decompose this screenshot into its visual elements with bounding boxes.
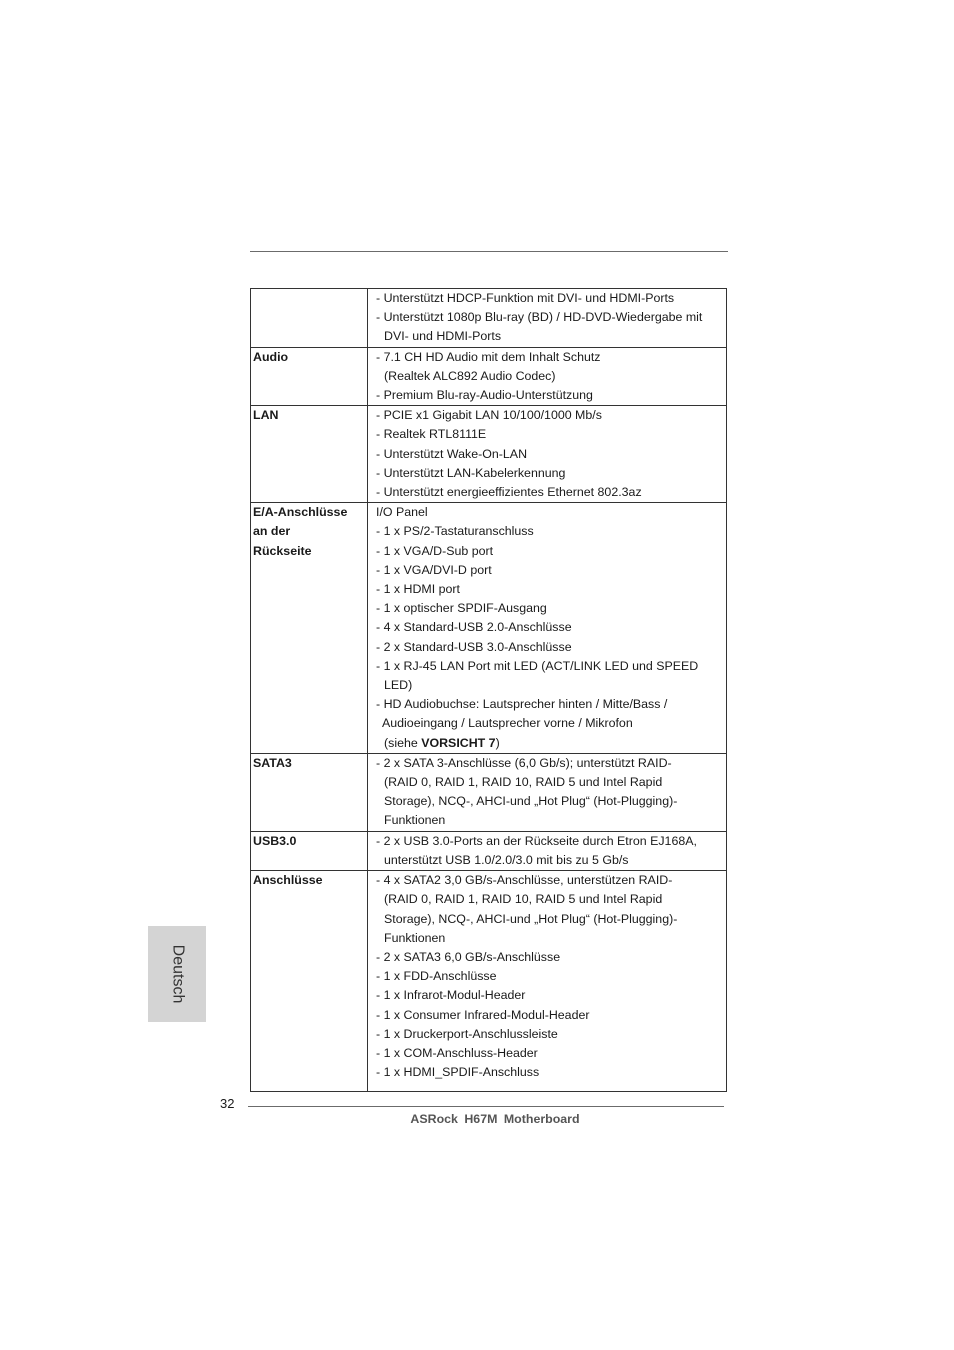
- spec-line: - 1 x VGA/D-Sub port: [376, 543, 494, 558]
- spec-label-cell: [251, 289, 368, 348]
- spec-line: - 1 x Consumer Infrared-Modul-Header: [376, 1007, 590, 1022]
- spec-label-cell: [251, 406, 368, 503]
- spec-label-cell: [251, 347, 368, 406]
- spec-label: Audio: [253, 349, 289, 364]
- spec-label-cell: [251, 753, 368, 831]
- spec-line: - 2 x SATA3 6,0 GB/s-Anschlüsse: [376, 949, 561, 964]
- spec-line: - 1 x COM-Anschluss-Header: [376, 1045, 538, 1060]
- spec-content-cell: [368, 503, 727, 754]
- spec-line: - Realtek RTL8111E: [376, 427, 487, 442]
- header-rule: [250, 251, 728, 252]
- spec-line: - Premium Blu-ray-Audio-Unterstützung: [376, 388, 593, 403]
- spec-line: - PCIE x1 Gigabit LAN 10/100/1000 Mb/s: [376, 408, 602, 423]
- spec-label-cell: [251, 871, 368, 1092]
- page-number: 32: [220, 1096, 235, 1111]
- spec-line: - 1 x FDD-Anschlüsse: [376, 969, 497, 984]
- spec-row-lan: [251, 406, 727, 503]
- spec-line: - Unterstützt 1080p Blu-ray (BD) / HD-DVD-Wiedergabe mit: [376, 310, 703, 325]
- spec-line: - HD Audiobuchse: Lautsprecher hinten / Mitte/Bass /: [376, 697, 668, 712]
- spec-line: - 4 x SATA2 3,0 GB/s-Anschlüsse, unterstützen RAID-: [376, 873, 673, 888]
- caution-reference: VORSICHT 7: [421, 735, 496, 750]
- spec-line: - Unterstützt Wake-On-LAN: [376, 446, 528, 461]
- spec-row-audio: [251, 347, 727, 406]
- spec-line: Funktionen: [384, 813, 446, 828]
- spec-row-continued: [251, 289, 727, 348]
- spec-label-cell: [251, 831, 368, 870]
- spec-line: DVI- und HDMI-Ports: [384, 329, 502, 344]
- spec-content-cell: [368, 831, 727, 870]
- spec-table: [250, 288, 727, 1092]
- spec-line: Funktionen: [384, 930, 446, 945]
- spec-content-cell: [368, 753, 727, 831]
- spec-line: - 1 x optischer SPDIF-Ausgang: [376, 601, 547, 616]
- note-prefix: (siehe: [384, 735, 422, 750]
- language-tab-label: Deutsch: [169, 944, 187, 1004]
- spec-row-connectors: [251, 871, 727, 1092]
- spec-line: - Unterstützt HDCP-Funktion mit DVI- und HDMI-Ports: [376, 291, 675, 305]
- spec-line: (Realtek ALC892 Audio Codec): [384, 368, 556, 383]
- spec-line: - 1 x PS/2-Tastaturanschluss: [376, 524, 534, 539]
- spec-line: - Unterstützt energieeffizientes Ethernet 802.3az: [376, 485, 642, 500]
- footer-rule: [248, 1106, 724, 1107]
- spec-label: SATA3: [253, 755, 292, 770]
- spec-content-cell: [368, 289, 727, 348]
- spec-label: LAN: [253, 408, 279, 423]
- spec-line: - 1 x HDMI port: [376, 582, 460, 597]
- spec-row-io-ports: [251, 503, 727, 754]
- spec-line: - 2 x Standard-USB 3.0-Anschlüsse: [376, 639, 572, 654]
- spec-line: - 4 x Standard-USB 2.0-Anschlüsse: [376, 620, 572, 635]
- spec-line: Audioeingang / Lautsprecher vorne / Mikrofon: [382, 716, 633, 731]
- spec-line: Storage), NCQ-, AHCI-und „Hot Plug“ (Hot-Plugging)-: [384, 794, 678, 809]
- spec-row-sata3: [251, 753, 727, 831]
- spec-line: (RAID 0, RAID 1, RAID 10, RAID 5 und Intel Rapid: [384, 775, 663, 790]
- spec-line: - 7.1 CH HD Audio mit dem Inhalt Schutz: [376, 349, 601, 364]
- spec-note: [376, 734, 722, 753]
- spec-line: - 1 x Infrarot-Modul-Header: [376, 988, 526, 1003]
- spec-line: (RAID 0, RAID 1, RAID 10, RAID 5 und Intel Rapid: [384, 892, 663, 907]
- footer-product-title: ASRock H67M Motherboard: [410, 1112, 580, 1126]
- spec-line: - 1 x HDMI_SPDIF-Anschluss: [376, 1065, 540, 1080]
- spec-line: Storage), NCQ-, AHCI-und „Hot Plug“ (Hot-Plugging)-: [384, 911, 678, 926]
- spec-content-cell: [368, 347, 727, 406]
- language-side-tab: [148, 926, 206, 1022]
- spec-label: USB3.0: [253, 833, 297, 848]
- spec-line: - 1 x RJ-45 LAN Port mit LED (ACT/LINK LED und SPEED: [376, 658, 699, 673]
- spec-label: an der: [253, 524, 291, 539]
- spec-line: - 2 x USB 3.0-Ports an der Rückseite durch Etron EJ168A,: [376, 833, 697, 848]
- spec-line: LED): [384, 678, 413, 693]
- spec-content-cell: [368, 406, 727, 503]
- spec-label: Anschlüsse: [253, 873, 323, 888]
- spec-line: - 1 x VGA/DVI-D port: [376, 562, 492, 577]
- note-suffix: ): [495, 735, 500, 750]
- spec-line: unterstützt USB 1.0/2.0/3.0 mit bis zu 5 Gb/s: [384, 852, 629, 867]
- spec-content-cell: [368, 871, 727, 1092]
- spec-line: - 1 x Druckerport-Anschlussleiste: [376, 1026, 558, 1041]
- spec-line: - 2 x SATA 3-Anschlüsse (6,0 Gb/s); unterstützt RAID-: [376, 755, 672, 770]
- spec-label: Rückseite: [253, 543, 312, 558]
- spec-line: - Unterstützt LAN-Kabelerkennung: [376, 465, 566, 480]
- spec-label-cell: [251, 503, 368, 754]
- spec-label: E/A-Anschlüsse: [253, 505, 348, 520]
- spec-row-usb3: [251, 831, 727, 870]
- spec-line: I/O Panel: [376, 505, 428, 520]
